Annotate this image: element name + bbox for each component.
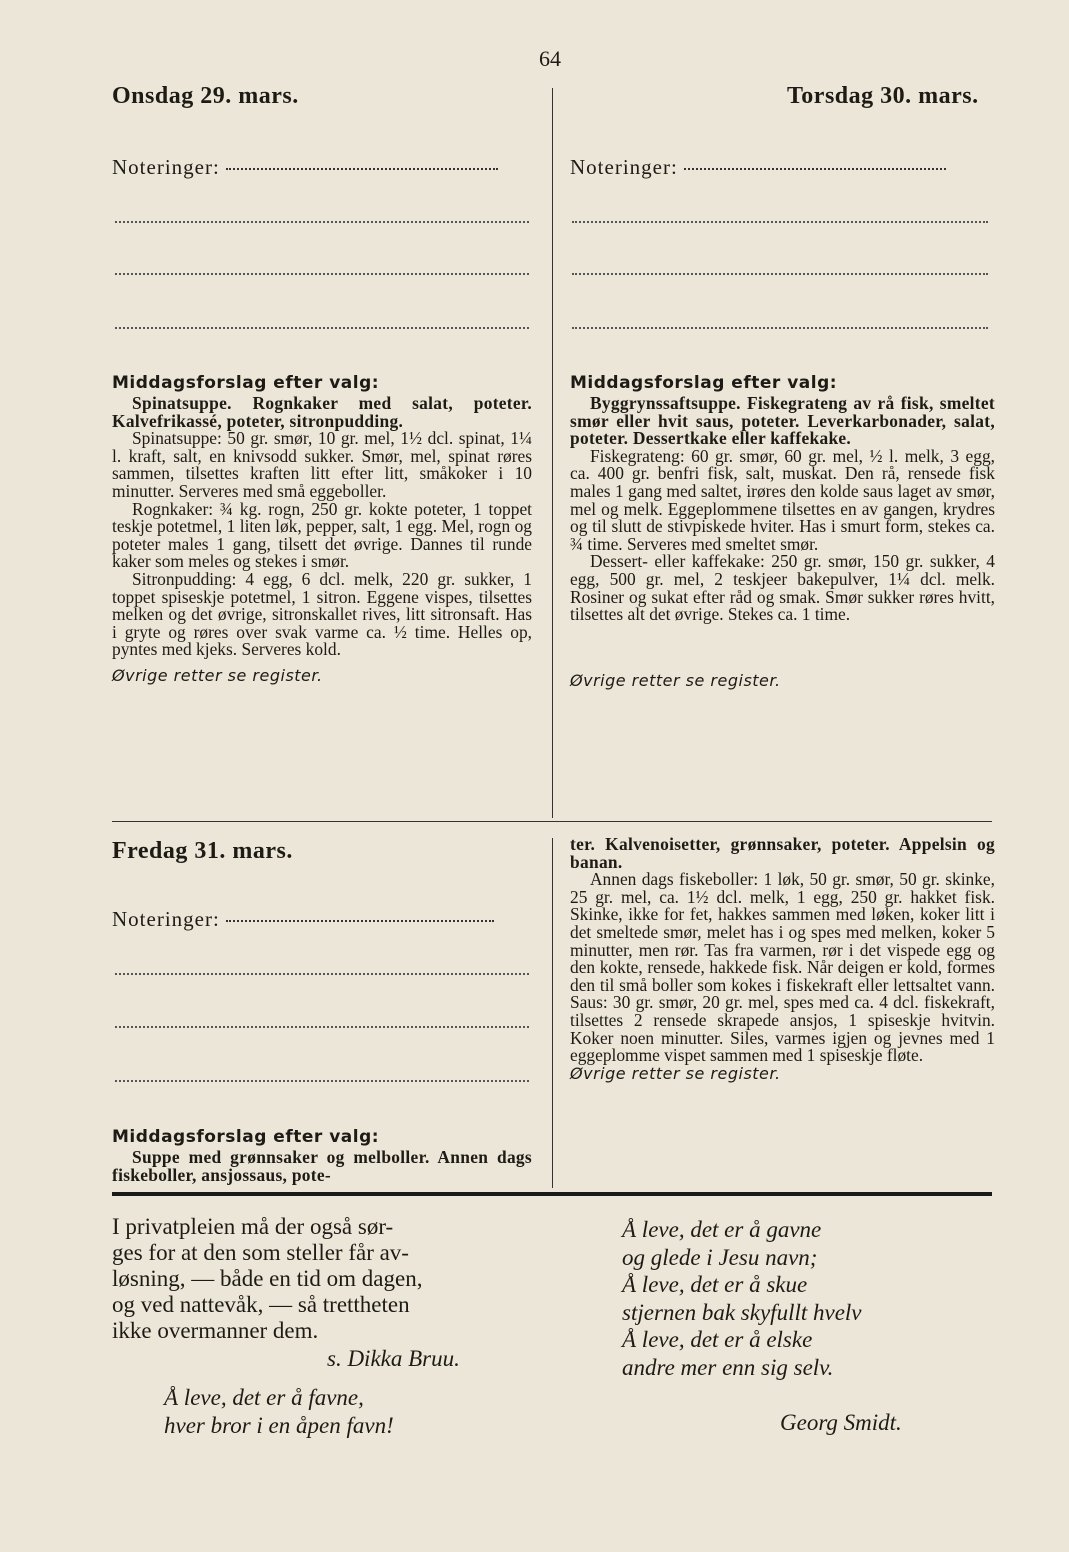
footer-left-author: s. Dikka Bruu. [327,1346,460,1371]
wednesday-suggestion-heading: Middagsforslag efter valg: [112,373,380,393]
verse-line: hver bror i en åpen favn! [164,1412,394,1438]
verse-line: Å leve, det er å gavne [622,1217,822,1242]
verse-line: andre mer enn sig selv. [622,1354,834,1380]
see-register-note: Øvrige retter se register. [570,1063,781,1083]
wednesday-notes [112,155,498,180]
notes-dotline[interactable] [572,220,988,223]
footer-rule [112,1192,992,1196]
menu-summary-continued: ter. Kalvenoisetter, grønnsaker, poteter. Appelsin og banan. [570,834,995,872]
notes-dotline[interactable] [115,972,529,975]
notes-dotline[interactable] [115,220,529,223]
thursday-suggestion-heading: Middagsforslag efter valg: [570,373,838,393]
section-divider [112,821,992,822]
notes-dotline[interactable] [115,326,529,329]
verse-line: Å leve, det er å favne, [164,1385,364,1410]
notes-dotline[interactable] [572,326,988,329]
friday-notes [112,907,494,932]
friday-menu-start [112,1149,532,1184]
notes-dotline[interactable] [115,272,529,275]
see-register-note: Øvrige retter se register. [112,665,323,685]
recipe-kaffekake: Dessert- eller kaffekake: 250 gr. smør, 150 gr. sukker, 4 egg, 500 gr. mel, 2 teskjeer bakepulver, 1¼ dcl. melk. Rosiner og sukat efter råd og smak. Smør sukker røres hvitt, tilsettes alt det øvrige. Stekes ca. 1 time. [570,551,995,625]
friday-heading: Fredag 31. mars. [112,838,293,864]
recipe-rognkaker: Rognkaker: ¾ kg. rogn, 250 gr. kokte poteter, 1 toppet teskje potetmel, 1 liten løk, pepper, salt, 1 egg. Mel, rogn og poteter males 1 gang, tilsett det øvrige. Dannes til runde kaker som meles og stekes i smør. [112,498,532,572]
notes-dotline[interactable] [226,167,498,170]
friday-recipes [570,836,995,1082]
thursday-notes [570,155,946,180]
notes-dotline[interactable] [684,167,946,170]
friday-suggestion-heading: Middagsforslag efter valg: [112,1127,380,1147]
column-divider-bottom [552,838,553,1188]
recipe-fiskegrateng: Fiskegrateng: 60 gr. smør, 60 gr. mel, ½ l. melk, 3 egg, ca. 400 gr. benfri fisk, salt, muskat. Den rå, rensede fisk males 1 gang med saltet, irøres den kolde saus laget av smør, mel og melk. Eggeplommene tilsettes en av gangen, krydres og til slutt de stivpiskede hviter. Has i smurt form, stekes ca. ¾ time. Serveres med smeltet smør. [570,445,995,554]
footer-line: I privatpleien må der også sør- [112,1214,394,1239]
column-divider-top [552,88,553,818]
wednesday-heading: Onsdag 29. mars. [112,83,299,109]
menu-summary: Spinatsuppe. Rognkaker med salat, poteter. Kalvefrikassé, poteter, sitronpudding. [112,393,532,431]
verse-line: og glede i Jesu navn; [622,1244,818,1270]
notes-dotline[interactable] [226,919,494,922]
footer-line: ikke overmanner dem. [112,1318,319,1343]
footer-right-verse [622,1216,982,1382]
notes-dotline[interactable] [572,272,988,275]
notes-label: Noteringer: [570,155,678,179]
notes-dotline[interactable] [115,1079,529,1082]
wednesday-recipes [112,395,532,685]
thursday-heading: Torsdag 30. mars. [787,83,979,109]
notes-dotline[interactable] [115,1025,529,1028]
footer-right-author: Georg Smidt. [780,1410,902,1435]
thursday-recipes [570,395,995,689]
footer-line: ges for at den som steller får av- [112,1240,409,1265]
footer-left-verse [164,1384,524,1439]
recipe-sitronpudding: Sitronpudding: 4 egg, 6 dcl. melk, 220 gr. sukker, 1 toppet spiseskje potetmel, 1 sitron. Eggene vispes, tilsettes melken og det øvrige, sitronskallet rives, litt sitronsaft. Has i gryte og røres over svak varme ca. ½ time. Helles op, pyntes med kjeks. Serveres kold. [112,568,532,660]
recipe-fiskeboller: Annen dags fiskeboller: 1 løk, 50 gr. smør, 50 gr. skinke, 25 gr. mel, ca. 1½ dcl. melk, 1 egg, 250 gr. hakket fisk. Skinke, ikke for fet, hakkes sammen med løken, koker litt i det smeltede smør, melet has i og spes med melken, koker 5 minutter, men rør. Tas fra varmen, rør i det vispede egg og den kokte, rensede, hakkede fisk. Når deigen er kold, formes den til små boller som kokes i fiskekraft eller lettsaltet vann. Saus: 30 gr. smør, 20 gr. mel, spes med ca. 4 dcl. fiskekraft, tilsettes 2 rensede skrapede ansjos, 1 spiseskje hvitvin. Koker noen minutter. Siles, varmes igjen og jevnes med 1 eggeplomme vispet sammen med 1 spiseskje fløte. [570,869,995,1066]
notes-label: Noteringer: [112,907,220,931]
menu-summary: Byggrynssaftsuppe. Fiskegrateng av rå fisk, smeltet smør eller hvit saus, poteter. Leverkarbonader, salat, poteter. Dessertkake eller kaffekake. [570,393,995,449]
footer-prose [112,1214,542,1344]
footer-line: og ved nattevåk, — så trettheten [112,1292,410,1317]
verse-line: Å leve, det er å skue [622,1272,808,1298]
verse-line: Å leve, det er å elske [622,1327,813,1353]
page-number: 64 [539,46,561,71]
verse-line: stjernen bak skyfullt hvelv [622,1299,862,1325]
menu-summary: Suppe med grønnsaker og melboller. Annen dags fiskeboller, ansjossaus, pote- [112,1147,532,1185]
notes-label: Noteringer: [112,155,220,179]
recipe-spinatsuppe: Spinatsuppe: 50 gr. smør, 10 gr. mel, 1½ dcl. spinat, 1¼ l. kraft, salt, en knivsodd sukker. Smør, mel, spinat røres sammen, tilsettes kraften litt efter litt, småkoker i 10 minutter. Serveres med små eggeboller. [112,428,532,501]
see-register-note: Øvrige retter se register. [570,670,781,690]
footer-line: løsning, — både en tid om dagen, [112,1266,423,1291]
